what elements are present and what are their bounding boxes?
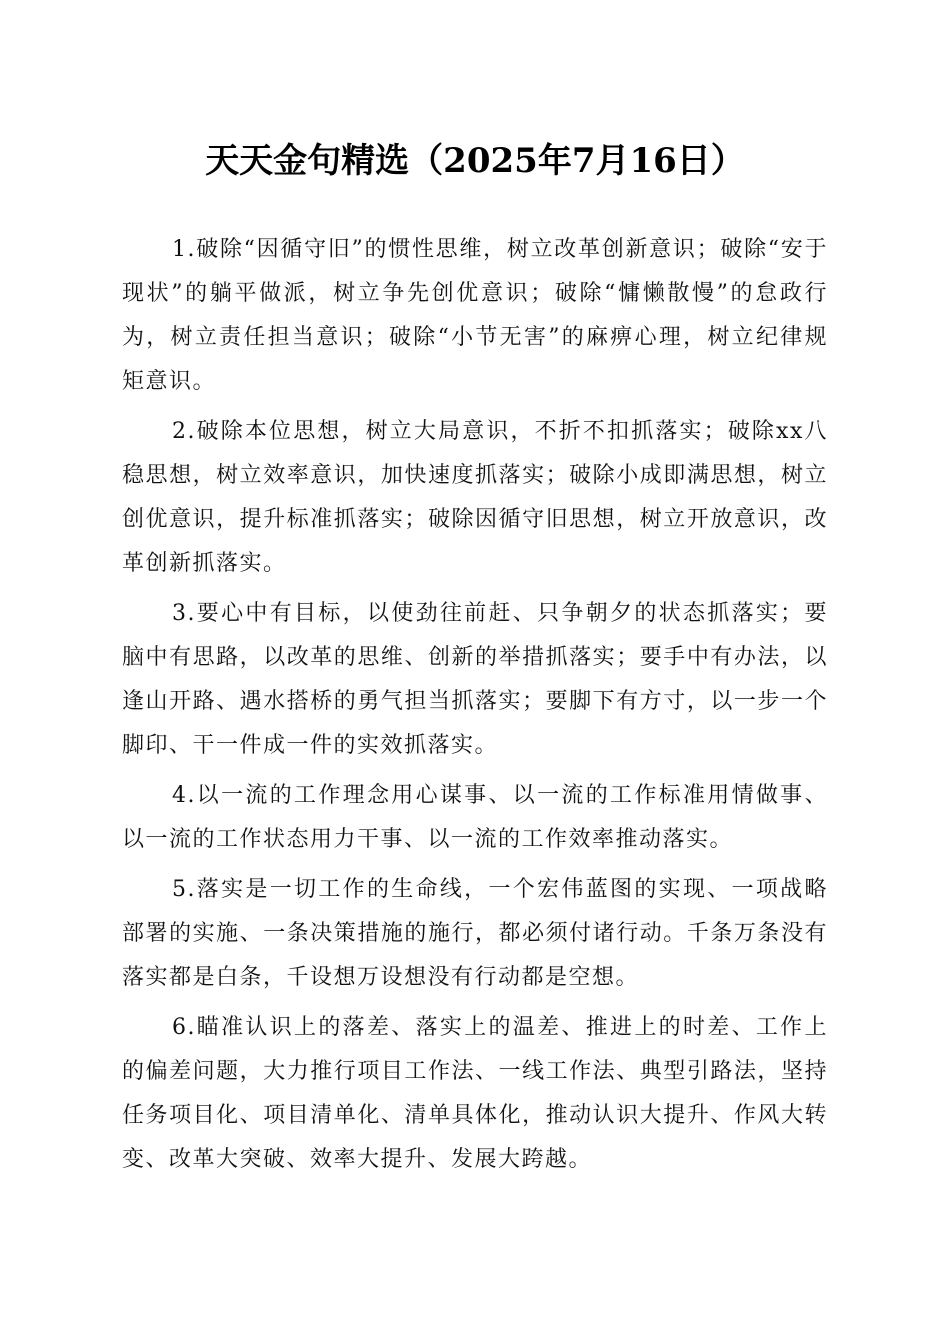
- paragraph-3: 3.要心中有目标，以使劲往前赶、只争朝夕的状态抓落实；要脑中有思路，以改革的思维、创新的举措抓落实；要手中有办法，以逢山开路、遇水搭桥的勇气担当抓落实；要脚下有方寸，以一步一个脚印、干一件成一件的实效抓落实。: [122, 601, 828, 758]
- page-title: 天天金句精选（2025年7月16日）: [205, 141, 745, 181]
- document-body: [122, 228, 828, 1188]
- paragraph-6: 6.瞄准认识上的落差、落实上的温差、推进上的时差、工作上的偏差问题，大力推行项目工作法、一线工作法、典型引路法，坚持任务项目化、项目清单化、清单具体化，推动认识大提升、作风大转变、改革大突破、效率大提升、发展大跨越。: [122, 1015, 828, 1172]
- paragraph-1: 1.破除“因循守旧”的惯性思维，树立改革创新意识；破除“安于现状”的躺平做派，树立争先创优意识；破除“慵懒散慢”的怠政行为，树立责任担当意识；破除“小节无害”的麻痹心理，树立纪律规矩意识。: [122, 237, 828, 394]
- paragraph-5: 5.落实是一切工作的生命线，一个宏伟蓝图的实现、一项战略部署的实施、一条决策措施的施行，都必须付诸行动。千条万条没有落实都是白条，千设想万设想没有行动都是空想。: [122, 877, 828, 990]
- paragraph-2: 2.破除本位思想，树立大局意识，不折不扣抓落实；破除xx八稳思想，树立效率意识，加快速度抓落实；破除小成即满思想，树立创优意识，提升标准抓落实；破除因循守旧思想，树立开放意识，改革创新抓落实。: [122, 419, 828, 576]
- paragraph-4: 4.以一流的工作理念用心谋事、以一流的工作标准用情做事、以一流的工作状态用力干事、以一流的工作效率推动落实。: [122, 783, 828, 852]
